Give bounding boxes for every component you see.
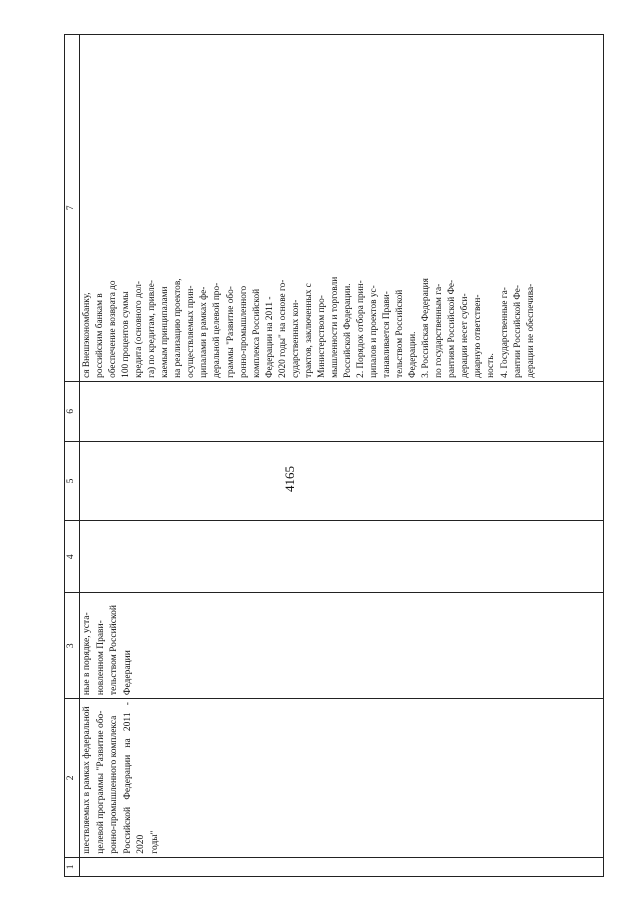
table-row [80, 35, 604, 877]
cell-col-1 [80, 857, 604, 876]
cell-col-3: ные в порядке, уста- новленном Прави- тельством Российской Федерации [80, 593, 604, 699]
header-col-3: 3 [65, 593, 80, 699]
cell-col-4 [80, 521, 604, 593]
header-col-1: 1 [65, 857, 80, 876]
guarantee-table [64, 34, 604, 877]
table-header-row [65, 35, 80, 877]
header-col-6: 6 [65, 381, 80, 441]
cell-col-2: шествляемых в рамках федеральной целевой программы "Развитие обо- ронно-промышленного комплекса Российской Федерации на 2011 - 2020 годы" [80, 699, 604, 858]
rotated-table-container [64, 34, 604, 877]
page-number: 4165 [282, 466, 297, 492]
cell-col-7: ся Внешэкономбанку, российским банкам в обеспечение возврата до 100 процентов суммы кредита (основного дол- га) по кредитам, привле- каемым принципалами на реализацию проектов, осуществляемых прин- ципалами в рамках фе- деральной целевой про- граммы "Развитие обо- ронно-промышленного комплекса Российской Федерации на 2011 - 2020 годы" на основе го- сударственных кон- трактов, заключенных с Министерством про- мышленности и торговли Российской Федерации. 2. Порядок отбора прин- ципалов и проектов ус- танавливается Прави- тельством Российской Федерации. 3. Российская Федерация по государственным га- рантиям Российской Фе- дерации несет субси- диарную ответствен- ность. 4. Государственные га- рантии Российской Фе- дерации не обеспечива- [80, 35, 604, 382]
header-col-4: 4 [65, 521, 80, 593]
header-col-2: 2 [65, 699, 80, 858]
cell-col-5 [80, 441, 604, 520]
header-col-7: 7 [65, 35, 80, 382]
header-col-5: 5 [65, 441, 80, 520]
cell-col-6 [80, 381, 604, 441]
